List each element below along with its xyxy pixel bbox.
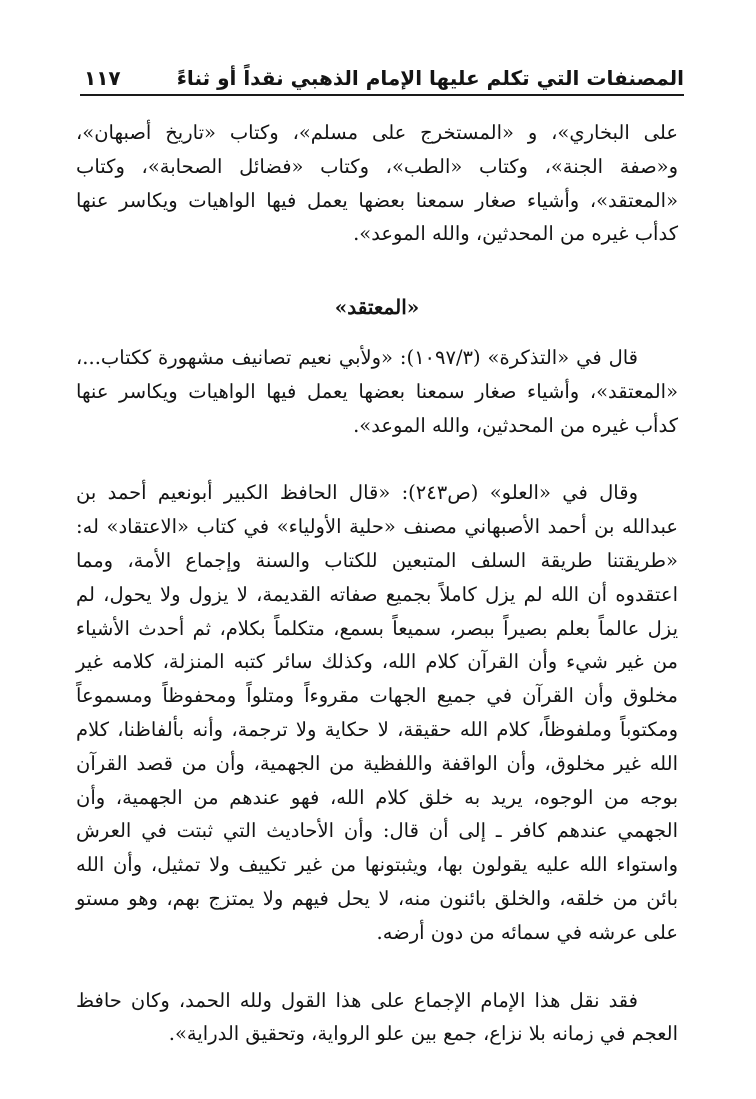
page-header (84, 58, 684, 92)
paragraph-uluww-quote: وقال في «العلو» (ص٢٤٣): «قال الحافظ الكبير أبونعيم أحمد بن عبدالله بن أحمد الأصبهاني مصنف «حلية الأولياء» في كتاب «الاعتقاد» له: «طريقتنا طريقة السلف المتبعين للكتاب والسنة وإجماع الأمة، ومما اعتقدوه أن الله لم يزل كاملاً بجميع صفاته القديمة، لا يزول ولا يحول، لم يزل عالماً بعلم بصيراً ببصر، سميعاً بسمع، متكلماً بكلام، ثم أحدث الأشياء من غير شيء وأن القرآن كلام الله، وكذلك سائر كتبه المنزلة، كلامه غير مخلوق وأن القرآن في جميع الجهات مقروءاً ومتلواً ومحفوظاً ومسموعاً ومكتوباً وملفوظاً، كلام الله حقيقة، لا حكاية ولا ترجمة، وأنه بألفاظنا، كلام الله غير مخلوق، وأن الواقفة واللفظية من الجهمية، وأن من قصد القرآن بوجه من الوجوه، يريد به خلق كلام الله، فهو عندهم من الجهمية، وأن الجهمي عندهم كافر ـ إلى أن قال: وأن الأحاديث التي ثبتت في العرش واستواء الله عليه يقولون بها، ويثبتونها من غير تكييف ولا تمثيل، وأن الله بائن من خلقه، والخلق بائنون منه، لا يحل فيهم ولا يمتزج بهم، وهو مستو على عرشه في سمائه من دون أرضه. (76, 481, 678, 944)
page-body (76, 116, 678, 1051)
page-number: ١١٧ (84, 66, 121, 90)
section-heading: «المعتقد» (334, 295, 420, 320)
paragraph-conclusion: فقد نقل هذا الإمام الإجماع على هذا القول ولله الحمد، وكان حافظ العجم في زمانه بلا نزاع، جمع بين علو الرواية، وتحقيق الدراية». (76, 988, 678, 1046)
paragraph-tadhkira-quote: قال في «التذكرة» (١٠٩٧/٣): «ولأبي نعيم تصانيف مشهورة ككتاب...، «المعتقد»، وأشياء صغار سمعنا بعضها يعمل فيها الواهيات ويكاسر عنها كدأب غيره من المحدثين، والله الموعد». (76, 345, 678, 437)
running-title: المصنفات التي تكلم عليها الإمام الذهبي نقداً أو ثناءً (176, 66, 684, 90)
paragraph-continuation: على البخاري»، و «المستخرج على مسلم»، وكتاب «تاريخ أصبهان»، و«صفة الجنة»، وكتاب «الطب»، وكتاب «فضائل الصحابة»، وكتاب «المعتقد»، وأشياء صغار سمعنا بعضها يعمل فيها الواهيات ويكاسر عنها كدأب غيره من المحدثين، والله الموعد». (76, 121, 678, 246)
header-rule (80, 94, 684, 96)
